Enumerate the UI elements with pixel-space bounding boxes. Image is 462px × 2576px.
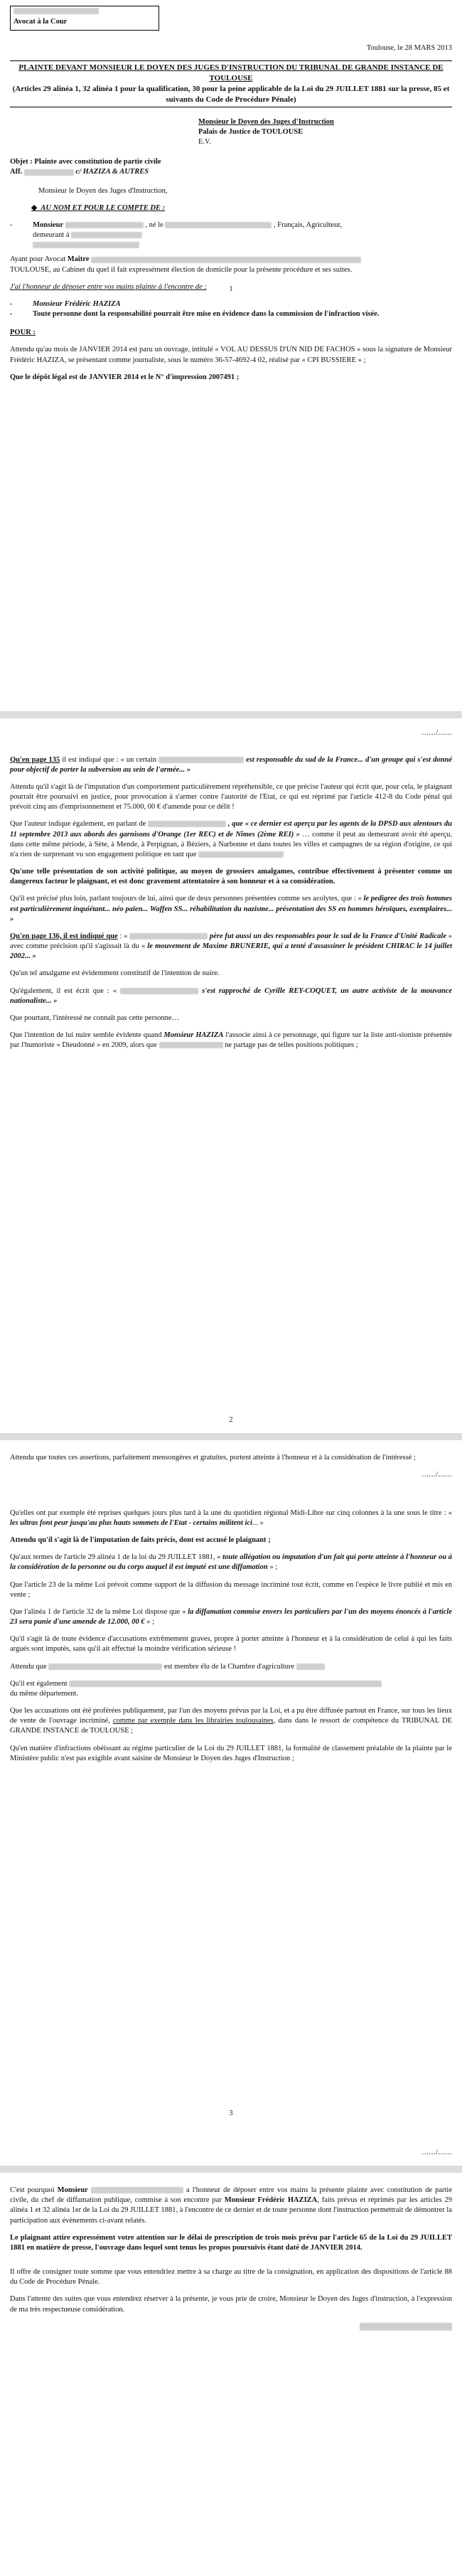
paragraph: Attendu que toutes ces assertions, parfaitement mensongères et gratuites, portent atteinte à l'honneur et à la considération de l'intéressé ; (10, 1454, 416, 1462)
pour-heading: POUR : (10, 329, 36, 337)
honneur-line: J'ai l'honneur de déposer entre vos mains plainte à l'encontre de : (10, 282, 207, 291)
paragraph: Que pourtant, l'intéressé ne connaît pas cette personne… (10, 1013, 180, 1022)
redacted (360, 2323, 452, 2331)
redacted (71, 232, 142, 238)
redacted (159, 1042, 223, 1048)
aff-label: Aff. (10, 168, 23, 176)
addressee-line: Palais de Justice de TOULOUSE (198, 127, 303, 136)
paragraph: Qu'en page 136, il est indiqué que : « père fut aussi un des responsables pour le sud de la France d'Unité Radicale » avec comme précision qu'il s'agissait là du « le mouvement de Maxime BRUNERIE, qui a tenté d'assassiner le président CHIRAC le 14 juillet 2002... » (10, 932, 453, 961)
paragraph: Qu'une telle présentation de son activité politique, au moyen de grossiers amalgames, contribue effectivement à présenter comme un dangereux facteur le plaignant, et est donc gravement attentatoire à son honneur et à sa considération. (10, 868, 452, 886)
redacted (33, 242, 139, 248)
depot-paragraph: Que le dépôt légal est de JANVIER 2014 et le N° d'impression 2007491 ; (10, 373, 240, 381)
paragraph: Attendu qu'il s'agit là de l'imputation de faits précis, dont est accusé le plaignant ; (10, 1536, 271, 1545)
target-item-2: - Toute personne dont la responsabilité pourrait être mise en évidence dans la commission de l'infraction visée. (10, 310, 380, 319)
paragraph: Que l'intention de lui nuire semble évidente quand Monsieur HAZIZA l'associe ainsi à ce personnage, qui figure sur la liste anti-sioniste présentée par l'humoriste « Dieudonné » en 2009, alors que ne partage pas de telles positions politiques ; (10, 1031, 453, 1050)
attendu-paragraph: Attendu qu'au mois de JANVIER 2014 est paru un ouvrage, intitulé « VOL AU DESSUS D'UN NID DE FACHOS » sous la signature de Monsieur Frédéric HAZIZA, se présentant comme journaliste, sous le numéro 36-57-4692-4 02, réalisé par « CPI BUSSIERE » ; (10, 346, 452, 364)
paragraph: Qu'un tel amalgame est évidemment constitutif de l'intention de nuire. (10, 969, 220, 978)
paragraph: Qu'également, il est écrit que : « s'est rapproché de Cyrille REY-COQUET, un autre activiste de la mouvance nationaliste... » (10, 986, 453, 1005)
avocat-paragraph: Ayant pour Avocat Maître TOULOUSE, au Cabinet du quel il fait expressément élection de domicile pour la présente procédure et ses suites. (10, 255, 452, 275)
paragraph: Qu'en page 135 il est indiqué que : « un certain est responsable du sud de la France... d'un groupe qui s'est donné pour objectif de porter la subversion au sein de l'armée... » (10, 755, 452, 774)
ne-le-text: , né le (145, 220, 163, 229)
addressee-block (198, 117, 452, 148)
paragraph: Il offre de consigner toute somme que vous entendriez mettre à sa charge au titre de la consignation, en application des dispositions de l'article 88 du Code de Procédure Pénale. (10, 2268, 452, 2287)
redacted (69, 1681, 382, 1687)
redacted (129, 933, 208, 940)
page-number: 1 (229, 285, 233, 293)
paragraph: Que l'auteur indique également, en parlant de , que « ce dernier est aperçu par les agents de la DPSD aux alentours du 11 septembre 2013 aux abords des garnisons d'Orange (1er REC) et de Nîmes (2ème REI) » … comme il peut au demeurant avoir été aperçu, dans cette même période, à Sète, à Mende, à Perpignan, à Béziers, à Narbonne et dans toutes les villes et campagnes de sa région d'origine, ce qui n'a rien de surprenant vu son engagement politique en tant que (10, 820, 453, 858)
paragraph: C'est pourquoi Monsieur a l'honneur de déposer entre vos mains la présente plainte avec constitution de partie civile, du chef de diffamation publique, commise à son encontre par Monsieur Frédéric HAZIZA, faits prévus et réprimés par les articles 29 alinéa 1 et 32 alinéa 1er de la Loi du 29 JUILLET 1881, à l'encontre de ce dernier et de toute personne dont l'instruction permettrait de démontrer la participation aux évènements ci-avant relatés. (10, 2186, 453, 2225)
signature-area (10, 2322, 452, 2332)
document-title (10, 60, 452, 107)
redacted (296, 1664, 325, 1670)
articles-text: (Articles 29 alinéa 1, 32 alinéa 1 pour la qualification, 30 pour la peine applicable de la Loi du 29 JUILLET 1881 sur la presse, 85 et suivants du Code de Procédure Pénale) (12, 85, 450, 104)
redacted (14, 8, 99, 14)
redacted (165, 222, 272, 228)
paragraph: Que les accusations ont été proférées publiquement, par l'un des moyens prévus par la Loi, et a pu être diffusée partout en France, sur tous les lieux de vente de l'ouvrage incriminé, comme par exemple dans les librairies toulousaines, dans dans le ressort de compétence du TRIBUNAL DE GRANDE INSTANCE de TOULOUSE ; (10, 1707, 452, 1735)
page-number: 3 (229, 2109, 233, 2117)
paragraph: Le plaignant attire expressément votre attention sur le délai de prescription de trois mois prévu par l'article 65 de la Loi du 29 JUILLET 1881 en matière de presse, l'ouvrage dans lequel sont tenus les propos poursuivis étant daté de JANVIER 2014. (10, 2233, 452, 2252)
monsieur-label: Monsieur (33, 220, 64, 229)
separator: ……/…… (421, 729, 452, 737)
redacted (148, 821, 226, 827)
redacted (24, 169, 74, 176)
header-box (10, 6, 159, 31)
salutation: Monsieur le Doyen des Juges d'Instruction, (38, 186, 168, 195)
title-text: PLAINTE DEVANT MONSIEUR LE DOYEN DES JUGES D'INSTRUCTION DU TRIBUNAL DE GRANDE INSTANCE DE TOULOUSE (18, 63, 444, 83)
header-box-text: Avocat à la Cour (14, 18, 68, 26)
paragraph: Dans l'attente des suites que vous entendrez réserver à la présente, je vous prie de croire, Monsieur le Doyen des Juges d'instruction, à l'expression de ma très respectueuse considération. (10, 2295, 452, 2314)
paragraph: Attendu qu'il s'agit là de l'imputation d'un comportement particulièrement répréhensible, ce que précise l'auteur qui écrit que, pour cela, le plaignant pourrait être poursuivi en justice, pour provocation à s'armer contre l'autorité de l'Etat, ce qui est réprimé par l'article 412-8 du Code pénal qui prévoit cinq ans d'emprisonnement et 75.000, 00 € d'amende pour ce délit ! (10, 782, 452, 811)
paragraph: Qu'en matière d'infractions obéissant au régime particulier de la Loi du 29 JUILLET 1881, la formalité de classement préalable de la plainte par le Ministère public n'est pas exigible avant saisine de Monsieur le Doyen des Juges d'Instruction ; (10, 1744, 452, 1762)
page-number: 2 (229, 1416, 233, 1424)
paragraph: Que l'alinéa 1 de l'article 32 de la même Loi dispose que « la diffamation commise envers les particuliers par l'un des moyens énoncés à l'article 23 sera punie d'une amende de 12.000, 00 € » ; (10, 1607, 452, 1627)
demeurant-text: demeurant à (33, 231, 70, 240)
target-item-1: - Monsieur Frédéric HAZIZA (10, 299, 121, 308)
date-line: Toulouse, le 28 MARS 2013 (366, 44, 452, 53)
redacted (91, 257, 361, 263)
redacted (65, 222, 144, 228)
redacted (120, 988, 198, 994)
paragraph: Qu'il s'agit là de toute évidence d'accusations extrêmement graves, propre à porter atteinte à l'honneur et à la considération de celui à qui les faits argués sont imputés, sans qu'il ait effectué la moindre vérification sérieuse ! (10, 1635, 452, 1654)
addressee-line: E.V. (198, 138, 211, 147)
paragraph: Qu'elles ont par exemple été reprises quelques jours plus tard à la une du quotidien régional Midi-Libre sur cinq colonnes à la une sous le titre : « les ultras font peur jusqu'au plus hauts sommets de l'Etat - certains militent ici... » (10, 1508, 452, 1527)
redacted (198, 851, 284, 858)
redacted (159, 757, 244, 763)
redacted (48, 1664, 162, 1670)
paragraph: Attendu que est membre élu de la Chambre d'agriculture (10, 1662, 452, 1672)
redacted (91, 2187, 183, 2193)
aff-value: c/ HAZIZA & AUTRES (75, 168, 149, 176)
aff-line (10, 167, 452, 177)
page-4 (0, 2173, 462, 2576)
addressee-line: Monsieur le Doyen des Juges d'Instruction (198, 117, 334, 126)
page-3 (0, 1440, 462, 2166)
nationality-text: , Français, Agriculteur, (274, 220, 343, 229)
separator: ……/…… (421, 2149, 452, 2156)
objet-line: Objet : Plainte avec constitution de partie civile (10, 158, 161, 166)
page-1 (0, 0, 462, 711)
paragraph: Qu'il est précisé plus loin, parlant toujours de lui, ainsi que de deux personnes présentées comme ses acolytes, que : « le pedigree des trois hommes est particulièrement inquiétant... néo païen... Waffen SS... réhabilitation du nazisme... présentation des SS en hommes héroïques, exemplaires... » (10, 895, 452, 923)
paragraph: Que l'article 23 de la même Loi prévoit comme support de la diffusion du message incriminé tout écrit, comme en l'espèce le livre publié et mis en vente ; (10, 1580, 452, 1599)
au-nom-heading: ◆ AU NOM ET POUR LE COMPTE DE : (31, 203, 166, 212)
paragraph: Qu'il est également du même département. (10, 1679, 452, 1699)
separator: ……/…… (421, 1471, 452, 1479)
paragraph: Qu'aux termes de l'article 29 alinéa 1 de la loi du 29 JUILLET 1881, « toute allégation ou imputation d'un fait qui porte atteinte à l'honneur ou à la considération de la personne ou du corps auquel il est imputé est une diffamation » ; (10, 1553, 452, 1572)
page-2 (0, 718, 462, 1433)
plaintiff-item: - Monsieur , né le , Français, Agriculteur, demeurant à (10, 220, 452, 251)
